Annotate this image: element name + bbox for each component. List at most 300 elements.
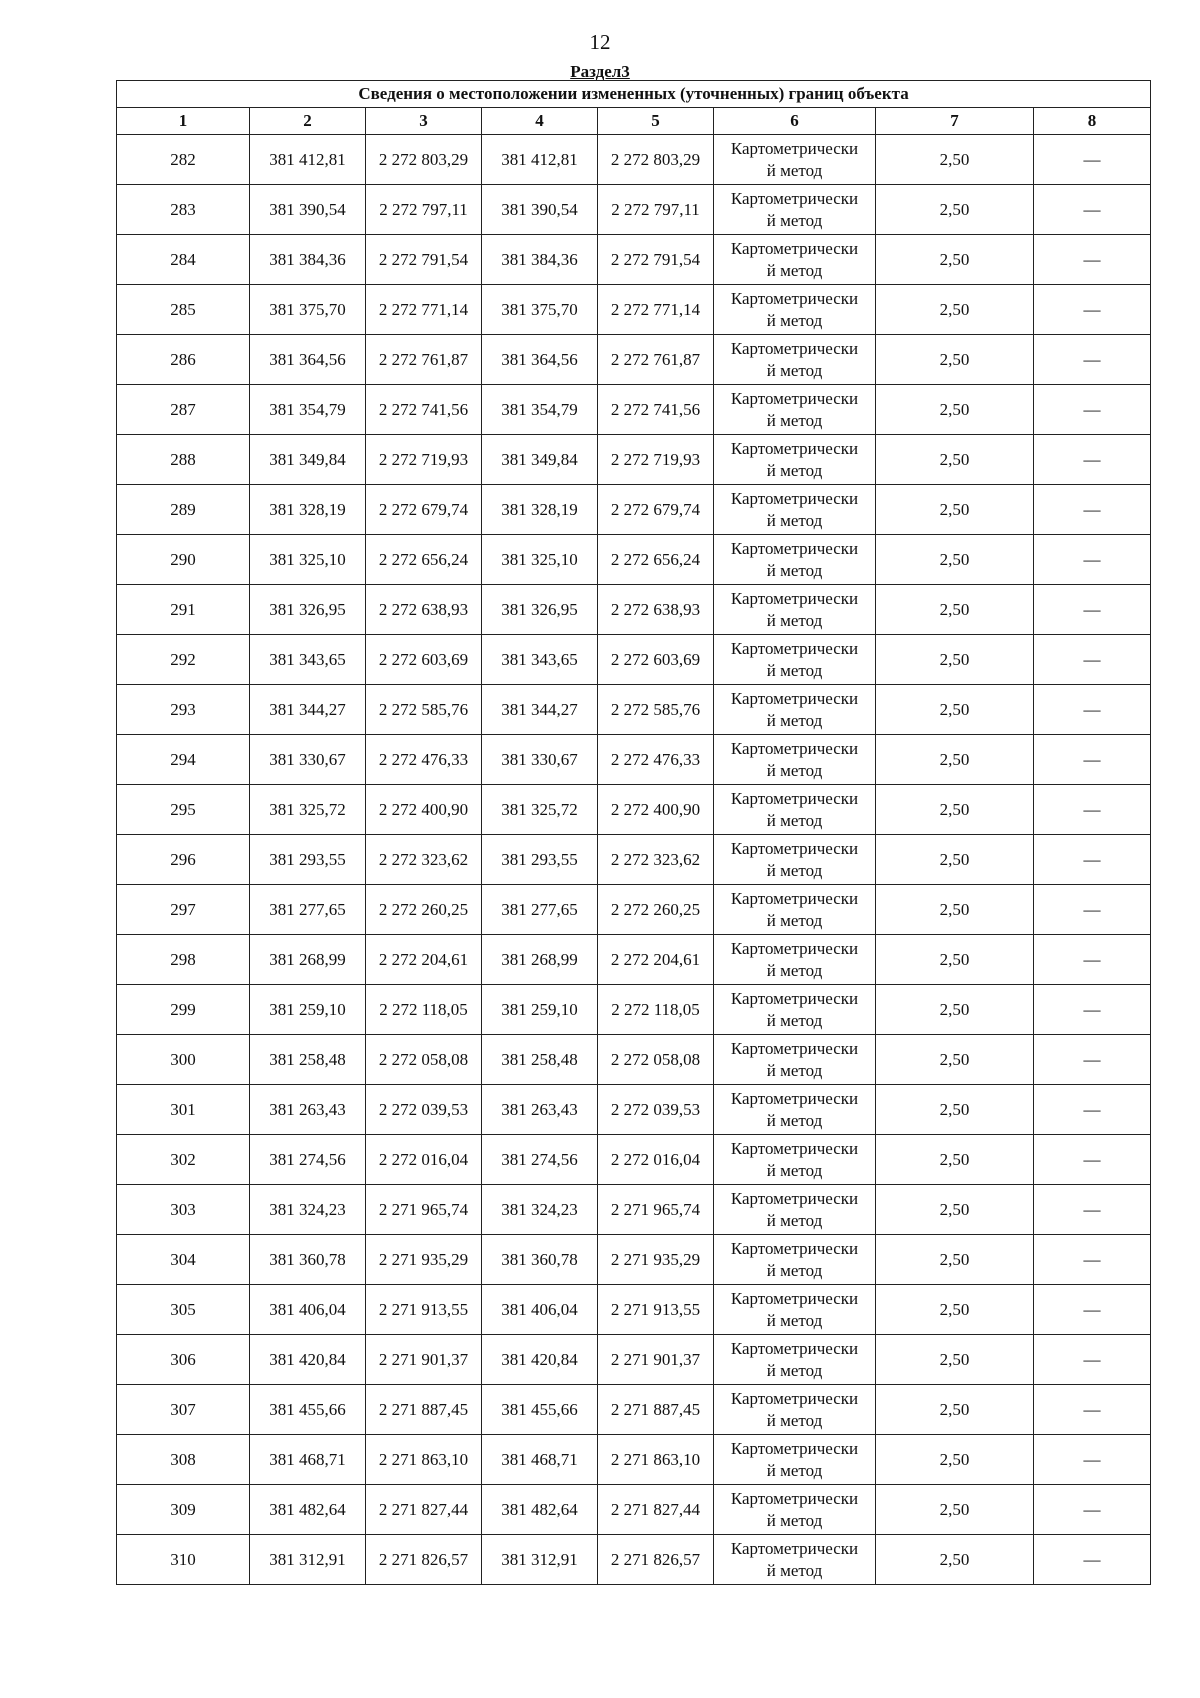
note-cell: — bbox=[1034, 1085, 1151, 1135]
x-new-cell: 381 328,19 bbox=[482, 485, 598, 535]
x-old-cell: 381 412,81 bbox=[250, 135, 366, 185]
method-line: й метод bbox=[766, 1360, 823, 1380]
method-line: й метод bbox=[766, 710, 823, 730]
method-line: й метод bbox=[766, 860, 823, 880]
accuracy-cell: 2,50 bbox=[876, 1085, 1034, 1135]
point-number-cell: 308 bbox=[117, 1435, 250, 1485]
method-cell bbox=[714, 1485, 876, 1535]
method-cell bbox=[714, 1385, 876, 1435]
point-number-cell: 301 bbox=[117, 1085, 250, 1135]
y-new-cell: 2 272 679,74 bbox=[598, 485, 714, 535]
y-old-cell: 2 272 585,76 bbox=[366, 685, 482, 735]
table-row bbox=[117, 585, 1151, 635]
y-old-cell: 2 271 827,44 bbox=[366, 1485, 482, 1535]
method-cell bbox=[714, 185, 876, 235]
method-line: й метод bbox=[766, 1560, 823, 1580]
accuracy-cell: 2,50 bbox=[876, 785, 1034, 835]
y-new-cell: 2 271 826,57 bbox=[598, 1535, 714, 1585]
accuracy-cell: 2,50 bbox=[876, 235, 1034, 285]
boundary-points-table bbox=[116, 80, 1151, 1585]
table-row bbox=[117, 635, 1151, 685]
accuracy-cell: 2,50 bbox=[876, 585, 1034, 635]
y-new-cell: 2 272 656,24 bbox=[598, 535, 714, 585]
method-line: й метод bbox=[766, 1110, 823, 1130]
method-cell bbox=[714, 1085, 876, 1135]
y-old-cell: 2 271 913,55 bbox=[366, 1285, 482, 1335]
table-row bbox=[117, 1235, 1151, 1285]
method-line: й метод bbox=[766, 560, 823, 580]
point-number-cell: 292 bbox=[117, 635, 250, 685]
x-old-cell: 381 326,95 bbox=[250, 585, 366, 635]
x-new-cell: 381 349,84 bbox=[482, 435, 598, 485]
y-old-cell: 2 271 887,45 bbox=[366, 1385, 482, 1435]
note-cell: — bbox=[1034, 185, 1151, 235]
y-new-cell: 2 272 719,93 bbox=[598, 435, 714, 485]
method-line: Картометрически bbox=[730, 1088, 859, 1108]
method-cell bbox=[714, 985, 876, 1035]
x-old-cell: 381 482,64 bbox=[250, 1485, 366, 1535]
note-cell: — bbox=[1034, 835, 1151, 885]
note-cell: — bbox=[1034, 435, 1151, 485]
method-line: й метод bbox=[766, 1260, 823, 1280]
y-old-cell: 2 272 638,93 bbox=[366, 585, 482, 635]
method-line: й метод bbox=[766, 210, 823, 230]
method-cell bbox=[714, 485, 876, 535]
y-old-cell: 2 272 679,74 bbox=[366, 485, 482, 535]
y-old-cell: 2 272 476,33 bbox=[366, 735, 482, 785]
table-row bbox=[117, 485, 1151, 535]
accuracy-cell: 2,50 bbox=[876, 1335, 1034, 1385]
accuracy-cell: 2,50 bbox=[876, 1535, 1034, 1585]
x-new-cell: 381 330,67 bbox=[482, 735, 598, 785]
method-line: Картометрически bbox=[730, 838, 859, 858]
table-row bbox=[117, 435, 1151, 485]
y-old-cell: 2 271 965,74 bbox=[366, 1185, 482, 1235]
table-row bbox=[117, 1185, 1151, 1235]
method-cell bbox=[714, 435, 876, 485]
y-old-cell: 2 271 935,29 bbox=[366, 1235, 482, 1285]
x-new-cell: 381 263,43 bbox=[482, 1085, 598, 1135]
method-line: Картометрически bbox=[730, 1138, 859, 1158]
table-row bbox=[117, 885, 1151, 935]
method-cell bbox=[714, 835, 876, 885]
method-line: Картометрически bbox=[730, 888, 859, 908]
method-line: Картометрически bbox=[730, 638, 859, 658]
y-old-cell: 2 272 118,05 bbox=[366, 985, 482, 1035]
method-line: й метод bbox=[766, 1010, 823, 1030]
x-old-cell: 381 354,79 bbox=[250, 385, 366, 435]
note-cell: — bbox=[1034, 485, 1151, 535]
accuracy-cell: 2,50 bbox=[876, 185, 1034, 235]
point-number-cell: 286 bbox=[117, 335, 250, 385]
note-cell: — bbox=[1034, 135, 1151, 185]
note-cell: — bbox=[1034, 1235, 1151, 1285]
point-number-cell: 304 bbox=[117, 1235, 250, 1285]
note-cell: — bbox=[1034, 1035, 1151, 1085]
point-number-cell: 285 bbox=[117, 285, 250, 335]
method-cell bbox=[714, 535, 876, 585]
method-line: Картометрически bbox=[730, 538, 859, 558]
method-line: й метод bbox=[766, 460, 823, 480]
method-cell bbox=[714, 1285, 876, 1335]
method-cell bbox=[714, 1035, 876, 1085]
y-new-cell: 2 272 476,33 bbox=[598, 735, 714, 785]
table-row bbox=[117, 835, 1151, 885]
method-cell bbox=[714, 1335, 876, 1385]
method-cell bbox=[714, 785, 876, 835]
table-row bbox=[117, 185, 1151, 235]
y-new-cell: 2 271 827,44 bbox=[598, 1485, 714, 1535]
note-cell: — bbox=[1034, 1535, 1151, 1585]
page-number: 12 bbox=[589, 30, 611, 54]
point-number-cell: 293 bbox=[117, 685, 250, 735]
point-number-cell: 300 bbox=[117, 1035, 250, 1085]
y-new-cell: 2 272 260,25 bbox=[598, 885, 714, 935]
accuracy-cell: 2,50 bbox=[876, 885, 1034, 935]
accuracy-cell: 2,50 bbox=[876, 735, 1034, 785]
accuracy-cell: 2,50 bbox=[876, 935, 1034, 985]
table-body bbox=[117, 135, 1151, 1585]
method-cell bbox=[714, 1535, 876, 1585]
method-line: Картометрически bbox=[730, 788, 859, 808]
method-cell bbox=[714, 1185, 876, 1235]
x-old-cell: 381 328,19 bbox=[250, 485, 366, 535]
y-new-cell: 2 272 016,04 bbox=[598, 1135, 714, 1185]
method-cell bbox=[714, 335, 876, 385]
method-line: й метод bbox=[766, 610, 823, 630]
column-number: 2 bbox=[250, 108, 366, 135]
method-line: й метод bbox=[766, 260, 823, 280]
x-new-cell: 381 364,56 bbox=[482, 335, 598, 385]
method-line: Картометрически bbox=[730, 938, 859, 958]
point-number-cell: 310 bbox=[117, 1535, 250, 1585]
method-line: Картометрически bbox=[730, 138, 859, 158]
y-old-cell: 2 272 058,08 bbox=[366, 1035, 482, 1085]
accuracy-cell: 2,50 bbox=[876, 385, 1034, 435]
table-row bbox=[117, 735, 1151, 785]
y-old-cell: 2 272 791,54 bbox=[366, 235, 482, 285]
x-new-cell: 381 325,72 bbox=[482, 785, 598, 835]
y-new-cell: 2 272 761,87 bbox=[598, 335, 714, 385]
column-number: 4 bbox=[482, 108, 598, 135]
x-new-cell: 381 354,79 bbox=[482, 385, 598, 435]
x-new-cell: 381 312,91 bbox=[482, 1535, 598, 1585]
x-new-cell: 381 468,71 bbox=[482, 1435, 598, 1485]
accuracy-cell: 2,50 bbox=[876, 1135, 1034, 1185]
point-number-cell: 309 bbox=[117, 1485, 250, 1535]
method-line: й метод bbox=[766, 510, 823, 530]
point-number-cell: 298 bbox=[117, 935, 250, 985]
method-line: Картометрически bbox=[730, 1388, 859, 1408]
method-line: Картометрически bbox=[730, 388, 859, 408]
x-old-cell: 381 420,84 bbox=[250, 1335, 366, 1385]
note-cell: — bbox=[1034, 585, 1151, 635]
y-old-cell: 2 272 603,69 bbox=[366, 635, 482, 685]
method-line: й метод bbox=[766, 160, 823, 180]
x-new-cell: 381 384,36 bbox=[482, 235, 598, 285]
method-line: й метод bbox=[766, 1410, 823, 1430]
accuracy-cell: 2,50 bbox=[876, 1235, 1034, 1285]
table-row bbox=[117, 1085, 1151, 1135]
method-line: Картометрически bbox=[730, 1288, 859, 1308]
table-caption-row bbox=[117, 81, 1151, 108]
method-line: Картометрически bbox=[730, 288, 859, 308]
x-old-cell: 381 344,27 bbox=[250, 685, 366, 735]
method-cell bbox=[714, 735, 876, 785]
point-number-cell: 296 bbox=[117, 835, 250, 885]
y-old-cell: 2 272 260,25 bbox=[366, 885, 482, 935]
point-number-cell: 282 bbox=[117, 135, 250, 185]
method-line: Картометрически bbox=[730, 988, 859, 1008]
x-old-cell: 381 277,65 bbox=[250, 885, 366, 935]
x-new-cell: 381 420,84 bbox=[482, 1335, 598, 1385]
point-number-cell: 299 bbox=[117, 985, 250, 1035]
table-row bbox=[117, 1485, 1151, 1535]
x-new-cell: 381 412,81 bbox=[482, 135, 598, 185]
x-new-cell: 381 482,64 bbox=[482, 1485, 598, 1535]
method-cell bbox=[714, 235, 876, 285]
method-line: Картометрически bbox=[730, 438, 859, 458]
x-old-cell: 381 268,99 bbox=[250, 935, 366, 985]
method-line: Картометрически bbox=[730, 688, 859, 708]
accuracy-cell: 2,50 bbox=[876, 635, 1034, 685]
method-line: Картометрически bbox=[730, 238, 859, 258]
note-cell: — bbox=[1034, 735, 1151, 785]
y-new-cell: 2 272 791,54 bbox=[598, 235, 714, 285]
table-row bbox=[117, 935, 1151, 985]
method-cell bbox=[714, 1235, 876, 1285]
method-line: й метод bbox=[766, 1510, 823, 1530]
note-cell: — bbox=[1034, 385, 1151, 435]
y-new-cell: 2 272 058,08 bbox=[598, 1035, 714, 1085]
y-new-cell: 2 271 965,74 bbox=[598, 1185, 714, 1235]
y-old-cell: 2 272 323,62 bbox=[366, 835, 482, 885]
method-line: Картометрически bbox=[730, 338, 859, 358]
y-old-cell: 2 271 901,37 bbox=[366, 1335, 482, 1385]
y-new-cell: 2 272 797,11 bbox=[598, 185, 714, 235]
point-number-cell: 289 bbox=[117, 485, 250, 535]
method-line: й метод bbox=[766, 310, 823, 330]
method-line: й метод bbox=[766, 410, 823, 430]
point-number-cell: 288 bbox=[117, 435, 250, 485]
method-line: Картометрически bbox=[730, 188, 859, 208]
accuracy-cell: 2,50 bbox=[876, 1035, 1034, 1085]
accuracy-cell: 2,50 bbox=[876, 135, 1034, 185]
accuracy-cell: 2,50 bbox=[876, 1485, 1034, 1535]
method-line: Картометрически bbox=[730, 738, 859, 758]
table-row bbox=[117, 1035, 1151, 1085]
accuracy-cell: 2,50 bbox=[876, 1285, 1034, 1335]
y-old-cell: 2 271 826,57 bbox=[366, 1535, 482, 1585]
note-cell: — bbox=[1034, 285, 1151, 335]
method-cell bbox=[714, 885, 876, 935]
point-number-cell: 284 bbox=[117, 235, 250, 285]
y-old-cell: 2 272 656,24 bbox=[366, 535, 482, 585]
x-new-cell: 381 268,99 bbox=[482, 935, 598, 985]
y-new-cell: 2 271 913,55 bbox=[598, 1285, 714, 1335]
x-new-cell: 381 375,70 bbox=[482, 285, 598, 335]
method-line: й метод bbox=[766, 910, 823, 930]
method-line: Картометрически bbox=[730, 588, 859, 608]
table-row bbox=[117, 1285, 1151, 1335]
x-old-cell: 381 384,36 bbox=[250, 235, 366, 285]
x-old-cell: 381 274,56 bbox=[250, 1135, 366, 1185]
x-old-cell: 381 343,65 bbox=[250, 635, 366, 685]
point-number-cell: 307 bbox=[117, 1385, 250, 1435]
accuracy-cell: 2,50 bbox=[876, 285, 1034, 335]
x-old-cell: 381 468,71 bbox=[250, 1435, 366, 1485]
x-old-cell: 381 390,54 bbox=[250, 185, 366, 235]
method-line: Картометрически bbox=[730, 488, 859, 508]
table-row bbox=[117, 985, 1151, 1035]
note-cell: — bbox=[1034, 885, 1151, 935]
point-number-cell: 303 bbox=[117, 1185, 250, 1235]
y-new-cell: 2 272 603,69 bbox=[598, 635, 714, 685]
method-line: й метод bbox=[766, 810, 823, 830]
y-new-cell: 2 272 803,29 bbox=[598, 135, 714, 185]
accuracy-cell: 2,50 bbox=[876, 1435, 1034, 1485]
note-cell: — bbox=[1034, 1385, 1151, 1435]
x-old-cell: 381 324,23 bbox=[250, 1185, 366, 1235]
x-old-cell: 381 263,43 bbox=[250, 1085, 366, 1135]
table-row bbox=[117, 1385, 1151, 1435]
column-number: 5 bbox=[598, 108, 714, 135]
note-cell: — bbox=[1034, 1285, 1151, 1335]
y-new-cell: 2 272 638,93 bbox=[598, 585, 714, 635]
accuracy-cell: 2,50 bbox=[876, 1185, 1034, 1235]
table-row bbox=[117, 535, 1151, 585]
column-number-row bbox=[117, 108, 1151, 135]
note-cell: — bbox=[1034, 1135, 1151, 1185]
table-caption: Сведения о местоположении измененных (уточненных) границ объекта bbox=[117, 81, 1151, 108]
note-cell: — bbox=[1034, 1335, 1151, 1385]
point-number-cell: 287 bbox=[117, 385, 250, 435]
table-row bbox=[117, 785, 1151, 835]
y-new-cell: 2 271 935,29 bbox=[598, 1235, 714, 1285]
method-cell bbox=[714, 135, 876, 185]
y-old-cell: 2 272 761,87 bbox=[366, 335, 482, 385]
note-cell: — bbox=[1034, 685, 1151, 735]
note-cell: — bbox=[1034, 785, 1151, 835]
x-old-cell: 381 330,67 bbox=[250, 735, 366, 785]
y-old-cell: 2 272 719,93 bbox=[366, 435, 482, 485]
point-number-cell: 290 bbox=[117, 535, 250, 585]
table-row bbox=[117, 1335, 1151, 1385]
method-line: й метод bbox=[766, 1060, 823, 1080]
x-old-cell: 381 259,10 bbox=[250, 985, 366, 1035]
x-new-cell: 381 324,23 bbox=[482, 1185, 598, 1235]
accuracy-cell: 2,50 bbox=[876, 985, 1034, 1035]
note-cell: — bbox=[1034, 535, 1151, 585]
point-number-cell: 283 bbox=[117, 185, 250, 235]
method-line: Картометрически bbox=[730, 1188, 859, 1208]
x-old-cell: 381 325,10 bbox=[250, 535, 366, 585]
accuracy-cell: 2,50 bbox=[876, 835, 1034, 885]
x-new-cell: 381 344,27 bbox=[482, 685, 598, 735]
y-old-cell: 2 272 771,14 bbox=[366, 285, 482, 335]
note-cell: — bbox=[1034, 635, 1151, 685]
method-cell bbox=[714, 1135, 876, 1185]
x-old-cell: 381 312,91 bbox=[250, 1535, 366, 1585]
x-new-cell: 381 343,65 bbox=[482, 635, 598, 685]
method-line: й метод bbox=[766, 760, 823, 780]
method-line: Картометрически bbox=[730, 1038, 859, 1058]
point-number-cell: 305 bbox=[117, 1285, 250, 1335]
method-line: й метод bbox=[766, 960, 823, 980]
x-old-cell: 381 325,72 bbox=[250, 785, 366, 835]
point-number-cell: 295 bbox=[117, 785, 250, 835]
y-old-cell: 2 272 016,04 bbox=[366, 1135, 482, 1185]
x-new-cell: 381 455,66 bbox=[482, 1385, 598, 1435]
method-line: й метод bbox=[766, 1210, 823, 1230]
method-line: й метод bbox=[766, 360, 823, 380]
x-new-cell: 381 277,65 bbox=[482, 885, 598, 935]
x-old-cell: 381 364,56 bbox=[250, 335, 366, 385]
x-old-cell: 381 258,48 bbox=[250, 1035, 366, 1085]
x-old-cell: 381 375,70 bbox=[250, 285, 366, 335]
y-old-cell: 2 272 803,29 bbox=[366, 135, 482, 185]
accuracy-cell: 2,50 bbox=[876, 435, 1034, 485]
y-new-cell: 2 272 585,76 bbox=[598, 685, 714, 735]
method-line: Картометрически bbox=[730, 1538, 859, 1558]
x-new-cell: 381 406,04 bbox=[482, 1285, 598, 1335]
note-cell: — bbox=[1034, 235, 1151, 285]
method-line: Картометрически bbox=[730, 1488, 859, 1508]
x-new-cell: 381 274,56 bbox=[482, 1135, 598, 1185]
y-new-cell: 2 271 887,45 bbox=[598, 1385, 714, 1435]
y-new-cell: 2 271 901,37 bbox=[598, 1335, 714, 1385]
table-row bbox=[117, 1535, 1151, 1585]
y-new-cell: 2 272 323,62 bbox=[598, 835, 714, 885]
table-row bbox=[117, 1135, 1151, 1185]
table-row bbox=[117, 235, 1151, 285]
x-old-cell: 381 349,84 bbox=[250, 435, 366, 485]
accuracy-cell: 2,50 bbox=[876, 685, 1034, 735]
x-new-cell: 381 258,48 bbox=[482, 1035, 598, 1085]
column-number: 3 bbox=[366, 108, 482, 135]
accuracy-cell: 2,50 bbox=[876, 535, 1034, 585]
table-row bbox=[117, 385, 1151, 435]
note-cell: — bbox=[1034, 1485, 1151, 1535]
x-old-cell: 381 406,04 bbox=[250, 1285, 366, 1335]
y-old-cell: 2 272 039,53 bbox=[366, 1085, 482, 1135]
y-new-cell: 2 272 741,56 bbox=[598, 385, 714, 435]
column-number: 7 bbox=[876, 108, 1034, 135]
y-new-cell: 2 271 863,10 bbox=[598, 1435, 714, 1485]
point-number-cell: 294 bbox=[117, 735, 250, 785]
method-line: Картометрически bbox=[730, 1438, 859, 1458]
accuracy-cell: 2,50 bbox=[876, 485, 1034, 535]
y-new-cell: 2 272 039,53 bbox=[598, 1085, 714, 1135]
x-old-cell: 381 455,66 bbox=[250, 1385, 366, 1435]
column-number: 8 bbox=[1034, 108, 1151, 135]
x-new-cell: 381 326,95 bbox=[482, 585, 598, 635]
point-number-cell: 302 bbox=[117, 1135, 250, 1185]
table-row bbox=[117, 135, 1151, 185]
method-cell bbox=[714, 285, 876, 335]
y-new-cell: 2 272 118,05 bbox=[598, 985, 714, 1035]
method-line: й метод bbox=[766, 1310, 823, 1330]
x-new-cell: 381 293,55 bbox=[482, 835, 598, 885]
table-row bbox=[117, 685, 1151, 735]
method-line: й метод bbox=[766, 660, 823, 680]
accuracy-cell: 2,50 bbox=[876, 1385, 1034, 1435]
x-new-cell: 381 259,10 bbox=[482, 985, 598, 1035]
x-new-cell: 381 325,10 bbox=[482, 535, 598, 585]
y-new-cell: 2 272 400,90 bbox=[598, 785, 714, 835]
y-old-cell: 2 272 400,90 bbox=[366, 785, 482, 835]
accuracy-cell: 2,50 bbox=[876, 335, 1034, 385]
